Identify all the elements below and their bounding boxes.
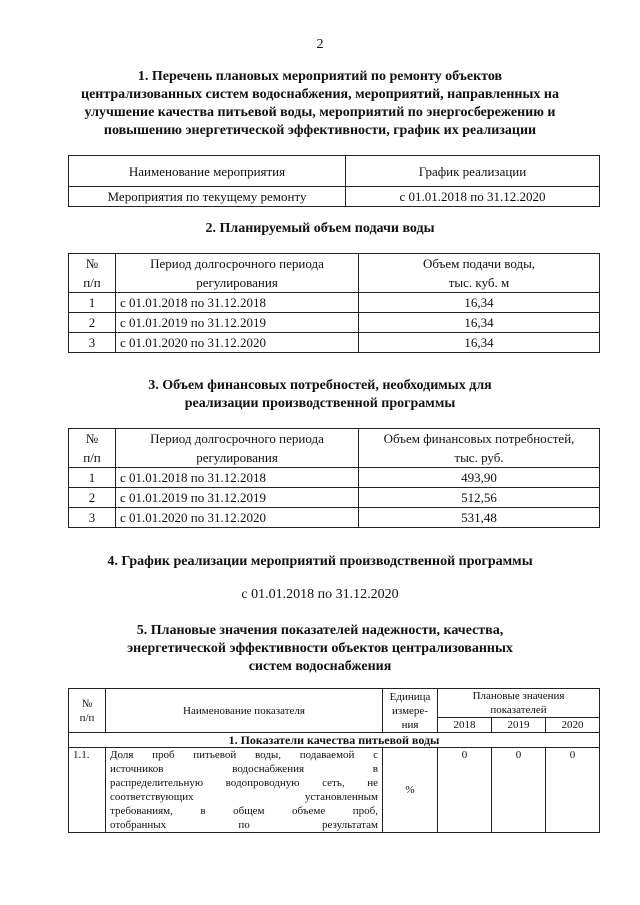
title-line: энергетической эффективности объектов централизованных <box>127 641 513 656</box>
title-line: систем водоснабжения <box>248 659 392 674</box>
header-period: Период долгосрочного периода регулирования <box>116 429 359 468</box>
page-number: 2 <box>316 37 324 52</box>
header-period: Период долгосрочного периода регулирования <box>116 254 359 293</box>
header-num: № п/п <box>69 254 116 293</box>
cell-schedule: с 01.01.2018 по 31.12.2020 <box>346 187 600 207</box>
table-row: 2 с 01.01.2019 по 31.12.2019 512,56 <box>69 488 600 508</box>
water-supply-table <box>68 253 600 353</box>
table-row: 3 с 01.01.2020 по 31.12.2020 531,48 <box>69 508 600 528</box>
section-1-title <box>40 68 600 140</box>
title-line: повышению энергетической эффективности, график их реализации <box>103 123 537 138</box>
activities-table <box>68 155 600 207</box>
header-num: № п/п <box>69 689 106 733</box>
header-activity: Наименование мероприятия <box>69 156 346 187</box>
table-row: 3 с 01.01.2020 по 31.12.2020 16,34 <box>69 333 600 353</box>
title-line: централизованных систем водоснабжения, мероприятий, направленных на <box>81 87 559 102</box>
table-header-row <box>69 429 600 468</box>
table-row: 1 с 01.01.2018 по 31.12.2018 493,90 <box>69 468 600 488</box>
header-num: № п/п <box>69 429 116 468</box>
group-title: 1. Показатели качества питьевой воды <box>69 733 600 748</box>
title-line: реализации производственной программы <box>184 396 456 411</box>
row-value: 0 <box>491 748 545 833</box>
table-row <box>69 748 600 833</box>
table-header-row <box>69 254 600 293</box>
header-year: 2020 <box>545 718 599 733</box>
financial-table <box>68 428 600 528</box>
title-line: 5. Плановые значения показателей надежности, качества, <box>136 623 504 638</box>
table-row <box>69 187 600 207</box>
row-value: 0 <box>545 748 599 833</box>
table-row: 1 с 01.01.2018 по 31.12.2018 16,34 <box>69 293 600 313</box>
table-row: 2 с 01.01.2019 по 31.12.2019 16,34 <box>69 313 600 333</box>
title-line: 3. Объем финансовых потребностей, необходимых для <box>148 378 492 393</box>
cell-activity: Мероприятия по текущему ремонту <box>69 187 346 207</box>
section-2-title: 2. Планируемый объем подачи воды <box>205 221 435 236</box>
title-line: улучшение качества питьевой воды, мероприятий по энергосбережению и <box>84 105 556 120</box>
header-finance: Объем финансовых потребностей, тыс. руб. <box>359 429 600 468</box>
table-header-row <box>69 689 600 718</box>
header-volume: Объем подачи воды, тыс. куб. м <box>359 254 600 293</box>
table-header-row <box>69 156 600 187</box>
section-5-title <box>40 622 600 676</box>
section-4-period: с 01.01.2018 по 31.12.2020 <box>241 587 399 602</box>
header-indicator: Наименование показателя <box>106 689 383 733</box>
row-value: 0 <box>438 748 492 833</box>
title-line: 1. Перечень плановых мероприятий по ремонту объектов <box>137 69 503 84</box>
section-3-title <box>40 377 600 413</box>
header-year: 2018 <box>438 718 492 733</box>
header-year: 2019 <box>491 718 545 733</box>
header-unit: Единица измере- ния <box>383 689 438 733</box>
row-indicator-name: Доля проб питьевой воды, подаваемой с источников водоснабжения в распределительную водопроводную сеть, не соответствующих установленным требованиям, в общем объеме проб, отобранных по результатам <box>106 748 383 833</box>
header-schedule: График реализации <box>346 156 600 187</box>
section-4-title: 4. График реализации мероприятий производственной программы <box>107 554 533 569</box>
row-unit: % <box>383 748 438 833</box>
row-num: 1.1. <box>69 748 106 833</box>
table-group-row <box>69 733 600 748</box>
header-plan: Плановые значения показателей <box>438 689 600 718</box>
indicators-table <box>68 688 600 833</box>
